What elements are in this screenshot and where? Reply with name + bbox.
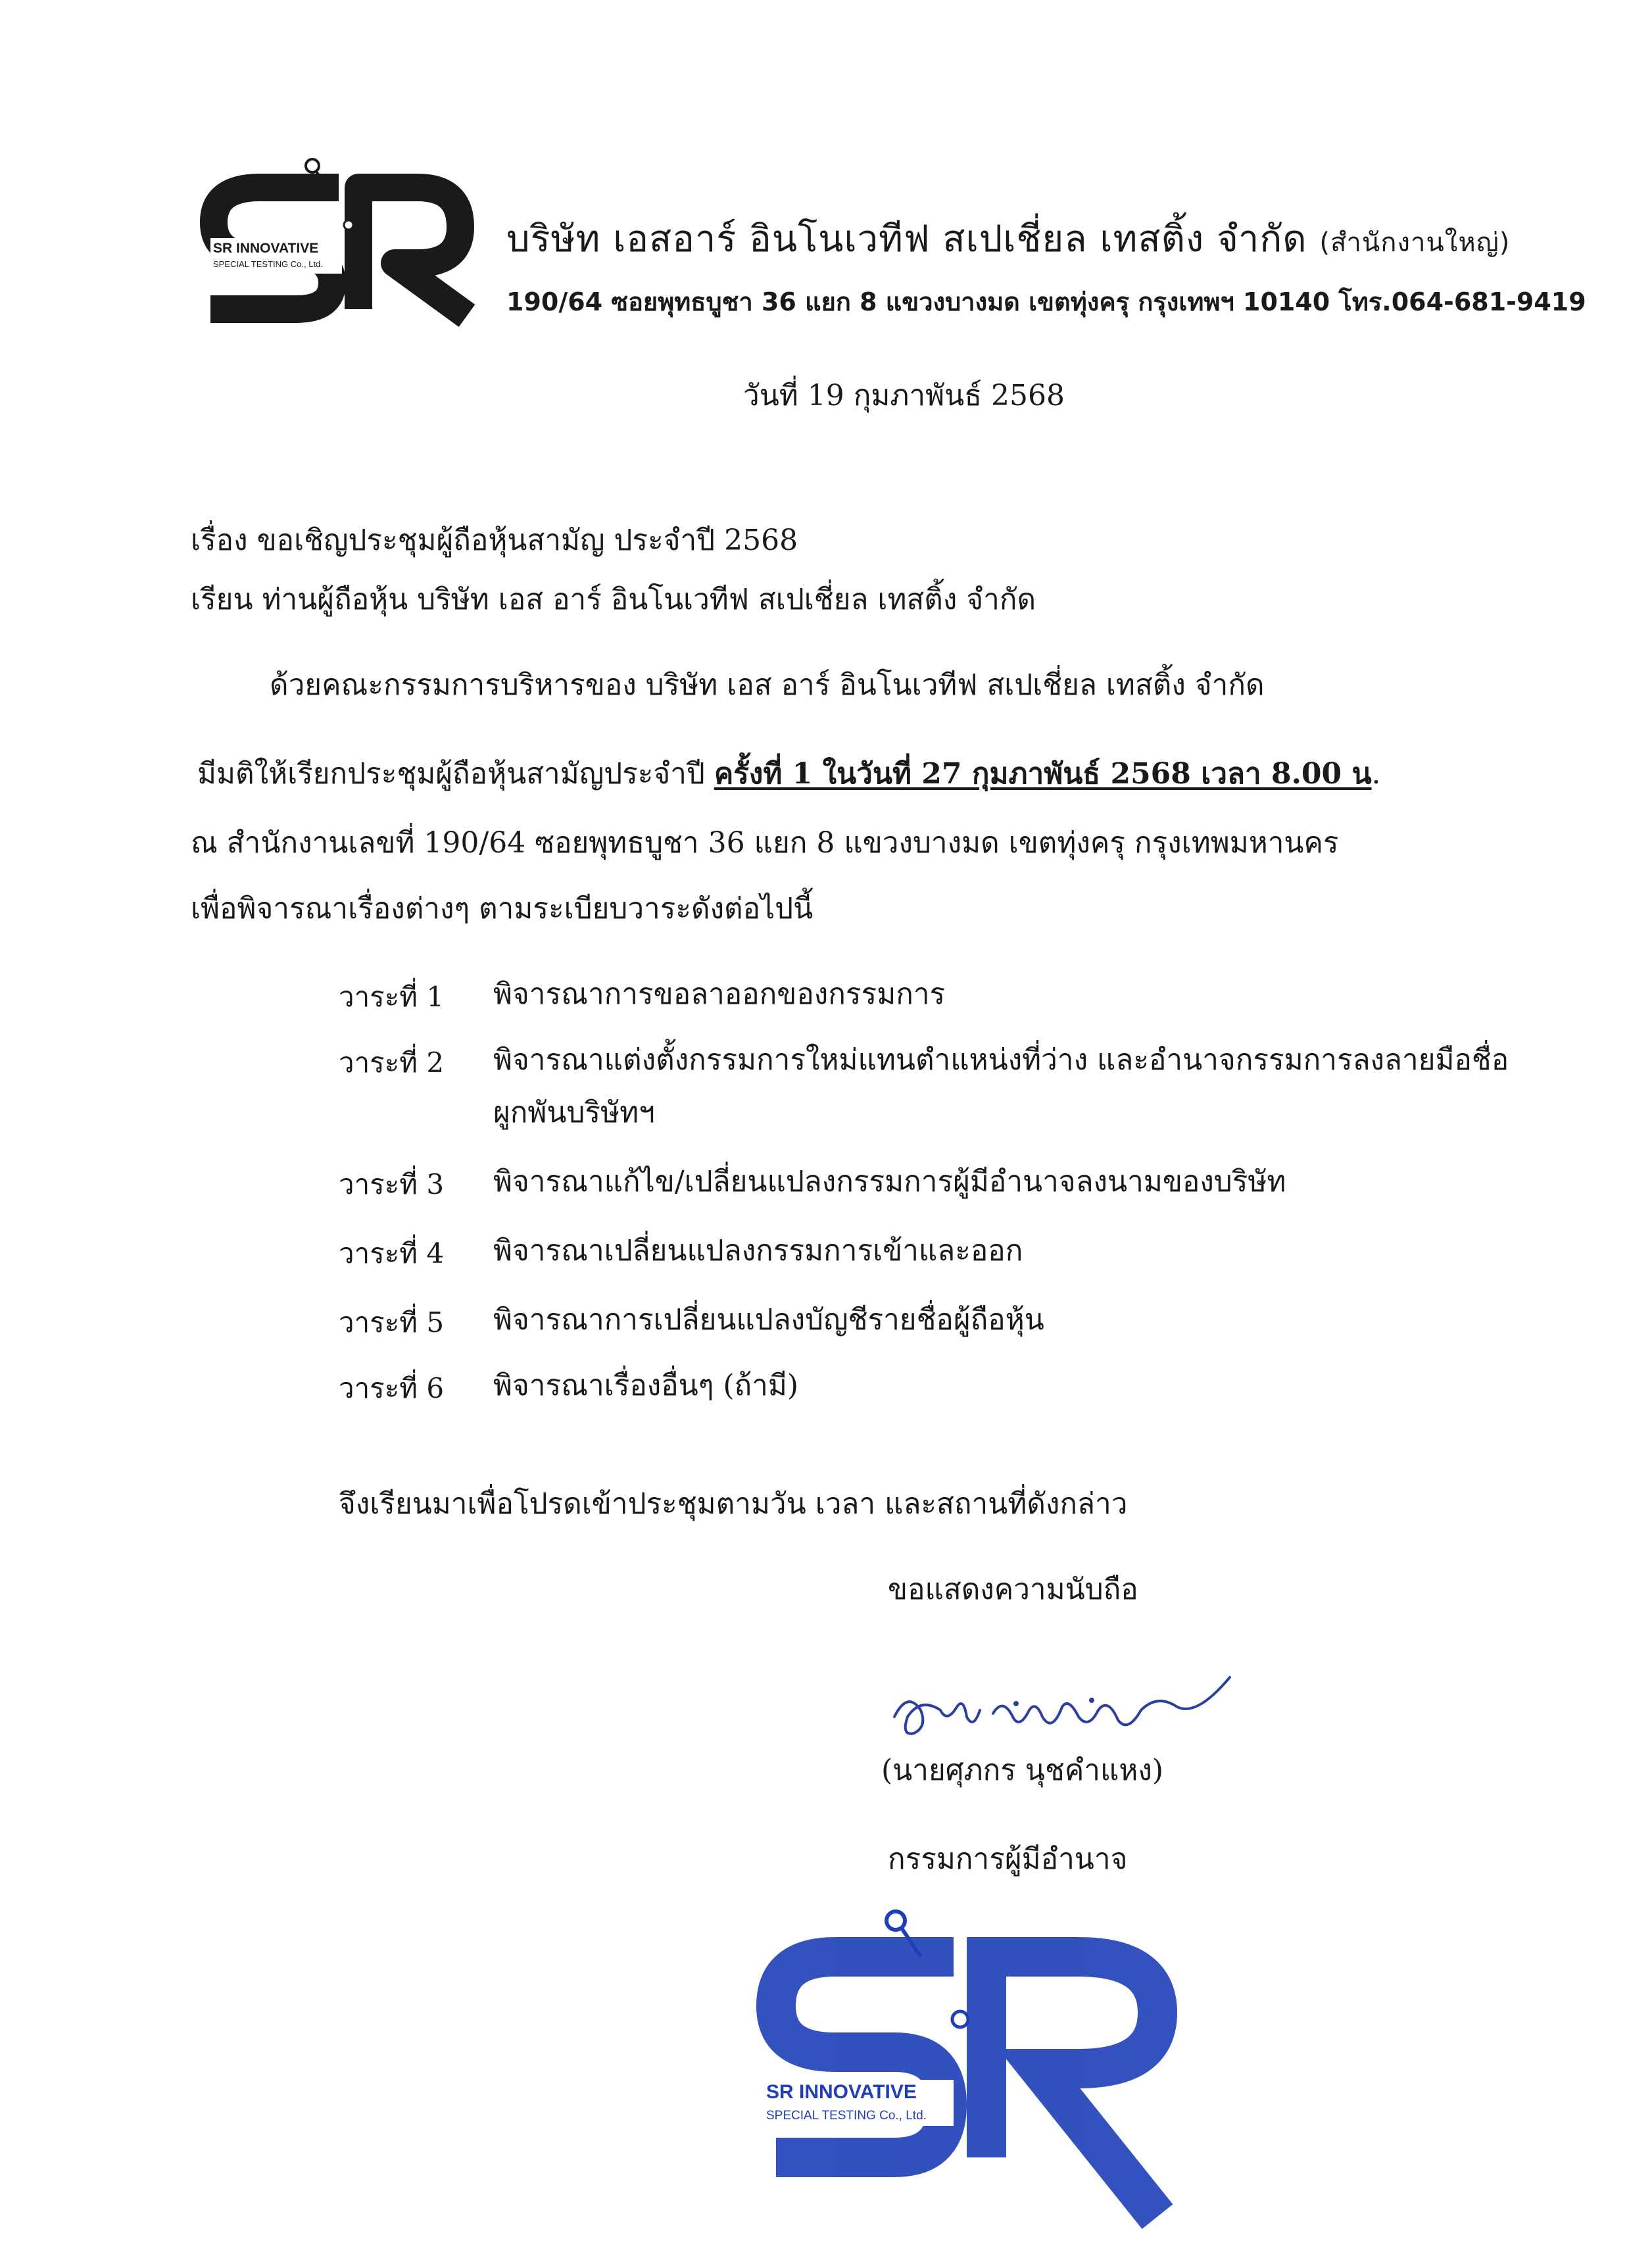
- regards: ขอแสดงความนับถือ: [888, 1573, 1138, 1606]
- agenda-text: พิจารณาการเปลี่ยนแปลงบัญชีรายชื่อผู้ถือหุ้น: [493, 1303, 1044, 1337]
- paragraph-1: ด้วยคณะกรรมการบริหารของ บริษัท เอส อาร์ อินโนเวทีฟ สเปเชี่ยล เทสติ้ง จำกัด: [270, 668, 1265, 702]
- paragraph-2-suffix: .: [1371, 757, 1381, 791]
- letter-subject: เรื่อง ขอเชิญประชุมผู้ถือหุ้นสามัญ ประจำปี 2568: [191, 524, 798, 557]
- company-address: 190/64 ซอยพุทธบูชา 36 แยก 8 แขวงบางมด เขตทุ่งครุ กรุงเทพฯ 10140 โทร.064-681-9419: [506, 287, 1586, 316]
- company-stamp: [737, 1907, 1210, 2236]
- agenda-number: วาระที่ 1: [339, 981, 445, 1013]
- agenda-number: วาระที่ 5: [339, 1306, 445, 1339]
- paragraph-2-prefix: มีมติให้เรียกประชุมผู้ถือหุ้นสามัญประจำปี: [197, 757, 714, 791]
- handwritten-signature: [881, 1671, 1236, 1750]
- company-name-text: บริษัท เอสอาร์ อินโนเวทีฟ สเปเชี่ยล เทสติ้ง จำกัด: [506, 218, 1307, 260]
- agenda-number: วาระที่ 3: [339, 1168, 445, 1200]
- company-name: [506, 209, 1510, 268]
- logo-text-line2: SPECIAL TESTING Co., Ltd.: [213, 259, 323, 269]
- agenda-text: พิจารณาการขอลาออกของกรรมการ: [493, 977, 946, 1011]
- paragraph-2: [197, 757, 1381, 791]
- paragraph-4: เพื่อพิจารณาเรื่องต่างๆ ตามระเบียบวาระดังต่อไปนี้: [191, 892, 814, 925]
- meeting-datetime: ครั้งที่ 1 ในวันที่ 27 กุมภาพันธ์ 2568 เวลา 8.00 น: [714, 757, 1372, 791]
- company-logo: [197, 151, 487, 329]
- agenda-text: พิจารณาแก้ไข/เปลี่ยนแปลงกรรมการผู้มีอำนาจลงนามของบริษัท: [493, 1165, 1286, 1198]
- letter-date: วันที่ 19 กุมภาพันธ์ 2568: [743, 379, 1065, 412]
- agenda-number: วาระที่ 6: [339, 1372, 445, 1404]
- agenda-text-continued: ผูกพันบริษัทฯ: [493, 1096, 655, 1129]
- letter-recipient: เรียน ท่านผู้ถือหุ้น บริษัท เอส อาร์ อินโนเวทีฟ สเปเชี่ยล เทสติ้ง จำกัด: [191, 583, 1036, 616]
- agenda-number: วาระที่ 4: [339, 1237, 445, 1269]
- closing-sentence: จึงเรียนมาเพื่อโปรดเข้าประชุมตามวัน เวลา และสถานที่ดังกล่าว: [339, 1487, 1128, 1521]
- paragraph-3: ณ สำนักงานเลขที่ 190/64 ซอยพุทธบูชา 36 แยก 8 แขวงบางมด เขตทุ่งครุ กรุงเทพมหานคร: [191, 826, 1339, 860]
- agenda-number: วาระที่ 2: [339, 1046, 445, 1079]
- signer-name: (นายศุภกร นุชคำแหง): [881, 1754, 1164, 1787]
- agenda-text: พิจารณาเปลี่ยนแปลงกรรมการเข้าและออก: [493, 1234, 1023, 1267]
- signer-title: กรรมการผู้มีอำนาจ: [888, 1842, 1128, 1876]
- agenda-text: พิจารณาเรื่องอื่นๆ (ถ้ามี): [493, 1369, 799, 1402]
- agenda-text: พิจารณาแต่งตั้งกรรมการใหม่แทนตำแหน่งที่ว่าง และอำนาจกรรมการลงลายมือชื่อ: [493, 1043, 1509, 1077]
- stamp-text-line2: SPECIAL TESTING Co., Ltd.: [766, 2109, 927, 2123]
- stamp-text-line1: SR INNOVATIVE: [766, 2081, 917, 2103]
- branch-label: (สำนักงานใหญ่): [1319, 228, 1511, 258]
- logo-text-line1: SR INNOVATIVE: [213, 241, 319, 256]
